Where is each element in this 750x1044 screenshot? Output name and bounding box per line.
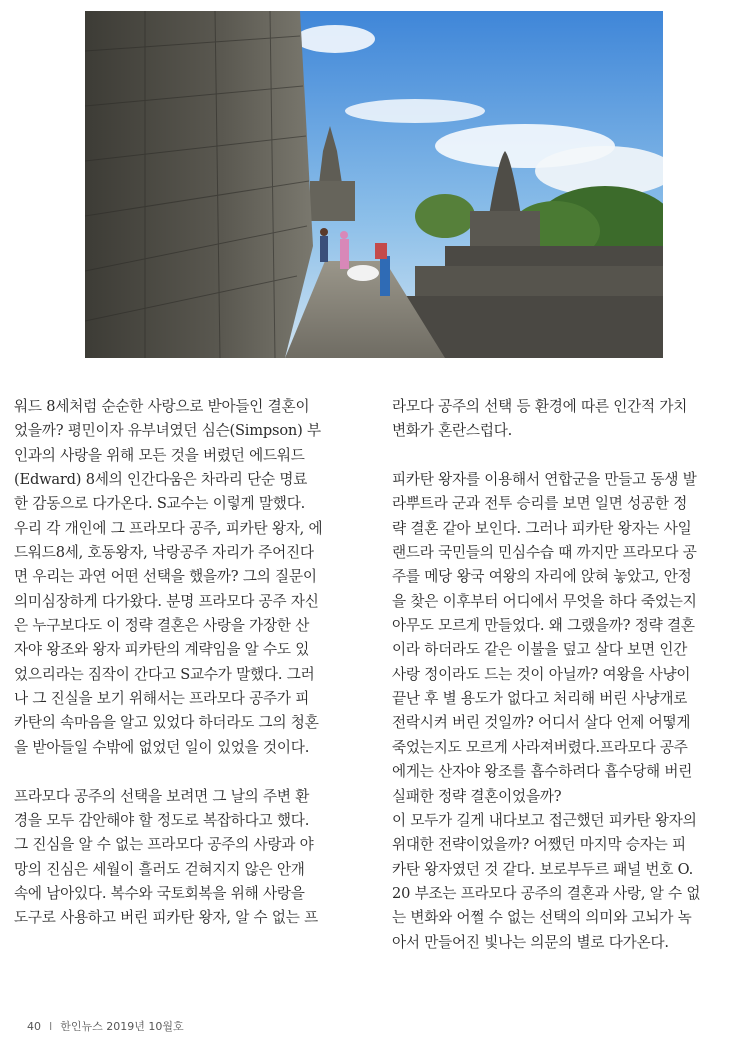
page-number: 40 (27, 1020, 41, 1033)
left-line-6: 우리 각 개인에 그 프라모다 공주, 피카탄 왕자, 에 (14, 519, 323, 537)
left-line-1: 워드 8세처럼 순순한 사랑으로 받아들인 결혼이 (14, 398, 310, 415)
left-line-20: 망의 진심은 세월이 흘러도 걷혀지지 않은 안개 (14, 860, 305, 878)
right-line-7: 랜드라 국민들의 민심수습 때 까지만 프라모다 공 (392, 544, 697, 562)
right-line-12: 사랑 정이라도 드는 것이 아닐까? 여왕을 사냥이 (392, 665, 691, 683)
right-line-6: 략 결혼 같아 보인다. 그러나 피카탄 왕자는 사일 (392, 519, 692, 537)
left-line-22: 도구로 사용하고 버린 피카탄 왕자, 알 수 없는 프 (14, 909, 319, 927)
left-line-2: 었을까? 평민이자 유부녀였던 심슨(Simpson) 부 (14, 422, 321, 440)
left-column (14, 395, 359, 931)
right-line-11: 이라 하더라도 같은 이불을 덮고 살다 보면 인간 (392, 641, 688, 659)
left-line-21: 속에 남아있다. 복수와 국토회복을 위해 사랑을 (14, 884, 305, 902)
right-line-2: 변화가 혼란스럽다. (392, 422, 513, 440)
left-line-9: 의미심장하게 다가왔다. 분명 프라모다 공주 자신 (14, 592, 319, 610)
right-line-15: 죽었는지도 모르게 사라져버렸다.프라모다 공주 (392, 738, 688, 756)
left-line-11: 자야 왕조와 왕자 피카탄의 계략임을 알 수도 있 (14, 641, 310, 659)
right-line-22: 는 변화와 어쩔 수 없는 선택의 의미와 고뇌가 녹 (392, 909, 692, 927)
right-line-19: 위대한 전략이었을까? 어쨌던 마지막 승자는 피 (392, 836, 686, 854)
page-footer (27, 1018, 184, 1034)
left-line-4: (Edward) 8세의 인간다움은 차라리 단순 명료 (14, 471, 308, 489)
left-line-19: 그 진심을 알 수 없는 프라모다 공주의 사랑과 야 (14, 836, 314, 854)
left-line-17: 프라모다 공주의 선택을 보려면 그 날의 주변 환 (14, 787, 310, 805)
temple-photo (85, 11, 663, 358)
left-line-13: 나 그 진실을 보기 위해서는 프라모다 공주가 피 (14, 690, 310, 708)
right-line-1: 라모다 공주의 선택 등 환경에 따른 인간적 가치 (392, 398, 688, 415)
right-column (392, 395, 732, 955)
left-line-18: 경을 모두 감안해야 할 정도로 복잡하다고 했다. (14, 811, 310, 829)
right-line-18: 이 모두가 길게 내다보고 접근했던 피카탄 왕자의 (392, 811, 697, 829)
left-line-5: 한 감동으로 다가온다. S교수는 이렇게 말했다. (14, 495, 306, 513)
left-paragraph-gap (14, 760, 359, 784)
left-line-10: 은 누구보다도 이 정략 결혼은 사랑을 가장한 산 (14, 617, 310, 635)
right-line-13: 끝난 후 별 용도가 없다고 처리해 버린 사냥개로 (392, 690, 688, 708)
right-paragraph-gap (392, 444, 732, 468)
footer-separator: I (49, 1020, 53, 1033)
right-line-20: 카탄 왕자였던 것 같다. 보로부두르 패널 번호 O. (392, 860, 694, 878)
left-line-8: 면 우리는 과연 어떤 선택을 했을까? 그의 질문이 (14, 568, 317, 586)
right-line-16: 에게는 산자야 왕조를 흡수하려다 흡수당해 버린 (392, 763, 693, 781)
right-line-4: 피카탄 왕자를 이용해서 연합군을 만들고 동생 발 (392, 471, 697, 489)
right-line-8: 주를 메당 왕국 여왕의 자리에 앉혀 놓았고, 안정 (392, 568, 692, 586)
left-line-7: 드워드8세, 호동왕자, 낙랑공주 자리가 주어진다 (14, 544, 314, 562)
left-line-15: 을 받아들일 수밖에 없었던 일이 있었을 것이다. (14, 738, 310, 756)
right-line-23: 아서 만들어진 빛나는 의문의 별로 다가온다. (392, 933, 669, 951)
right-line-17: 실패한 정략 결혼이었을까? (392, 787, 562, 805)
right-line-21: 20 부조는 프라모다 공주의 결혼과 사랑, 알 수 없 (392, 884, 701, 902)
right-line-10: 아무도 모르게 만들었다. 왜 그랬을까? 정략 결혼 (392, 617, 695, 635)
left-line-14: 카탄의 속마음을 알고 있었다 하더라도 그의 청혼 (14, 714, 319, 732)
left-line-3: 인과의 사랑을 위해 모든 것을 버렸던 에드워드 (14, 446, 305, 464)
right-line-9: 을 찾은 이후부터 어디에서 무엇을 하다 죽었는지 (392, 592, 697, 610)
right-line-5: 라뿌트라 군과 전투 승리를 보면 일면 성공한 정 (392, 495, 688, 513)
right-line-14: 전락시켜 버린 것일까? 어디서 살다 언제 어떻게 (392, 714, 691, 732)
publication-name: 한인뉴스 2019년 10월호 (60, 1020, 184, 1033)
left-line-12: 었으리라는 짐작이 간다고 S교수가 말했다. 그러 (14, 665, 315, 683)
